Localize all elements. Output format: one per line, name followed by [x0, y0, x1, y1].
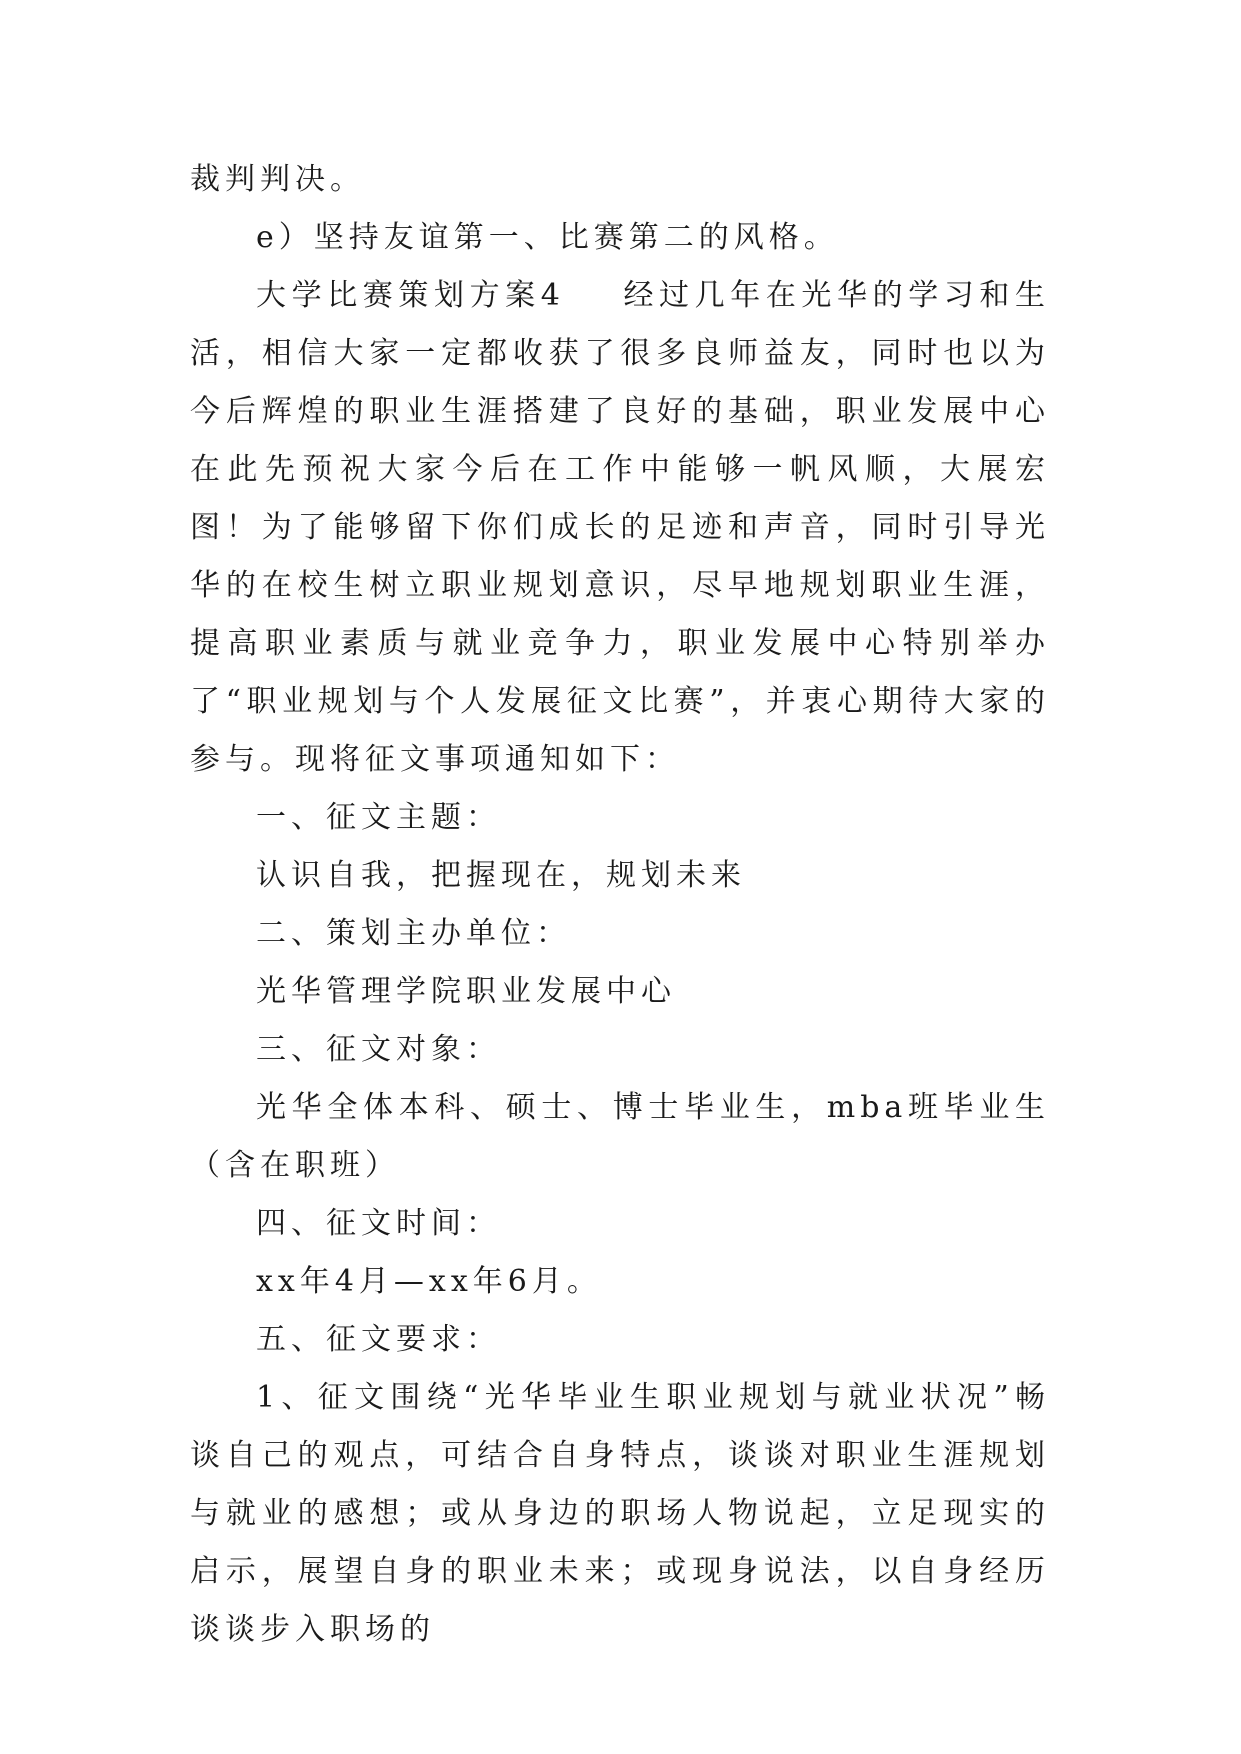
paragraph-plan-4	[190, 267, 1050, 789]
item-requirement-1: 1、征文围绕“光华毕业生职业规划与就业状况”畅谈自己的观点，可结合自身特点，谈谈对职业生涯规划与就业的感想；或从身边的职场人物说起，立足现实的启示，展望自身的职业未来；或现身说法，以自身经历谈谈步入职场的	[190, 1380, 1050, 1647]
item-requirements-heading: 五、征文要求：	[256, 1322, 501, 1357]
section-body: 经过几年在光华的学习和生活，相信大家一定都收获了很多良师益友，同时也以为今后辉煌的职业生涯搭建了良好的基础，职业发展中心在此先预祝大家今后在工作中能够一帆风顺，大展宏图！为了能够留下你们成长的足迹和声音，同时引导光华的在校生树立职业规划意识，尽早地规划职业生涯，提高职业素质与就业竞争力，职业发展中心特别举办了“职业规划与个人发展征文比赛”，并衷心期待大家的参与。现将征文事项通知如下：	[190, 278, 1051, 777]
item-participants-heading: 三、征文对象：	[256, 1032, 501, 1067]
item-organizer: 光华管理学院职业发展中心	[256, 974, 676, 1009]
section-heading: 大学比赛策划方案4	[256, 278, 565, 313]
paragraph-ruling: 裁判判决。	[190, 162, 365, 197]
item-participants: 光华全体本科、硕士、博士毕业生，mba班毕业生（含在职班）	[190, 1090, 1050, 1183]
item-time: xx年4月—xx年6月。	[256, 1264, 602, 1299]
item-essay-theme: 认识自我，把握现在，规划未来	[256, 858, 746, 893]
item-organizer-heading: 二、策划主办单位：	[256, 916, 571, 951]
paragraph-friendship-first: e）坚持友谊第一、比赛第二的风格。	[256, 220, 839, 255]
item-essay-theme-heading: 一、征文主题：	[256, 800, 501, 835]
document-body	[190, 151, 1050, 1659]
item-time-heading: 四、征文时间：	[256, 1206, 501, 1241]
